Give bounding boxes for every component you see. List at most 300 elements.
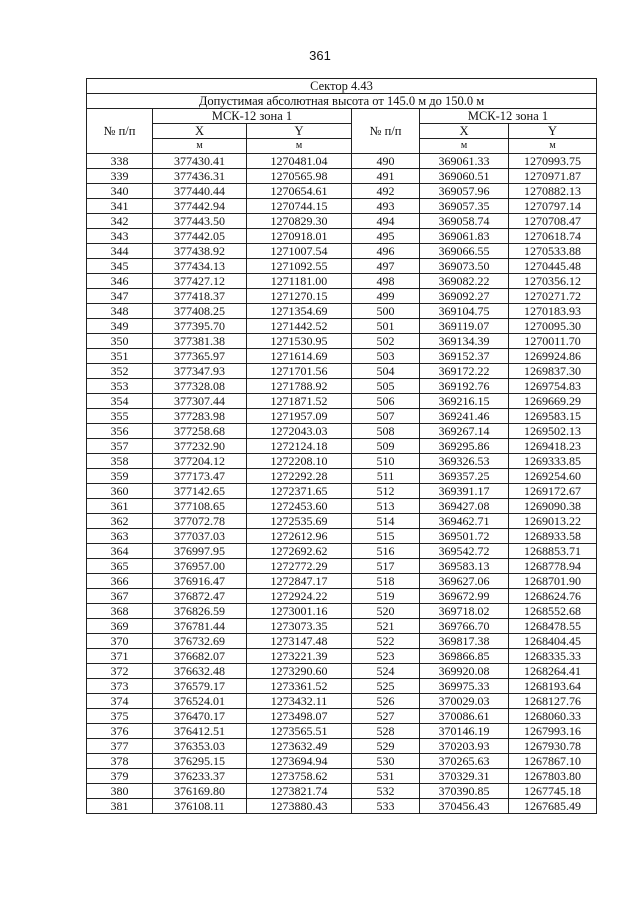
cell-num-right: 492 xyxy=(352,184,420,199)
table-row xyxy=(87,739,597,754)
cell-num-right: 524 xyxy=(352,664,420,679)
cell-x-left: 376579.17 xyxy=(153,679,247,694)
cell-y-left: 1273001.16 xyxy=(247,604,352,619)
y-header-right: Y xyxy=(509,124,597,139)
cell-x-left: 376826.59 xyxy=(153,604,247,619)
cell-y-right: 1270533.88 xyxy=(509,244,597,259)
cell-num-left: 340 xyxy=(87,184,153,199)
cell-num-left: 342 xyxy=(87,214,153,229)
cell-num-left: 361 xyxy=(87,499,153,514)
cell-y-right: 1267685.49 xyxy=(509,799,597,814)
cell-y-left: 1271270.15 xyxy=(247,289,352,304)
cell-x-right: 369462.71 xyxy=(420,514,509,529)
cell-num-right: 519 xyxy=(352,589,420,604)
table-row xyxy=(87,559,597,574)
cell-y-left: 1273073.35 xyxy=(247,619,352,634)
table-row xyxy=(87,784,597,799)
cell-y-right: 1267930.78 xyxy=(509,739,597,754)
cell-y-left: 1273565.51 xyxy=(247,724,352,739)
cell-num-left: 365 xyxy=(87,559,153,574)
cell-y-right: 1270708.47 xyxy=(509,214,597,229)
cell-x-left: 376169.80 xyxy=(153,784,247,799)
table-row xyxy=(87,664,597,679)
cell-x-right: 369718.02 xyxy=(420,604,509,619)
table-row xyxy=(87,199,597,214)
cell-x-right: 369066.55 xyxy=(420,244,509,259)
cell-num-left: 381 xyxy=(87,799,153,814)
cell-num-left: 368 xyxy=(87,604,153,619)
cell-y-left: 1273290.60 xyxy=(247,664,352,679)
cell-y-left: 1273694.94 xyxy=(247,754,352,769)
cell-x-left: 377427.12 xyxy=(153,274,247,289)
cell-x-left: 377440.44 xyxy=(153,184,247,199)
cell-x-left: 377307.44 xyxy=(153,394,247,409)
table-row xyxy=(87,769,597,784)
num-header-left: № п/п xyxy=(87,109,153,154)
cell-y-left: 1273361.52 xyxy=(247,679,352,694)
cell-num-left: 357 xyxy=(87,439,153,454)
cell-y-right: 1270618.74 xyxy=(509,229,597,244)
cell-y-left: 1271181.00 xyxy=(247,274,352,289)
cell-num-left: 353 xyxy=(87,379,153,394)
table-row xyxy=(87,619,597,634)
cell-x-right: 370029.03 xyxy=(420,694,509,709)
cell-y-right: 1268335.33 xyxy=(509,649,597,664)
cell-y-right: 1268853.71 xyxy=(509,544,597,559)
cell-x-left: 376872.47 xyxy=(153,589,247,604)
cell-num-right: 523 xyxy=(352,649,420,664)
cell-y-left: 1272772.29 xyxy=(247,559,352,574)
cell-x-left: 377408.25 xyxy=(153,304,247,319)
cell-num-left: 346 xyxy=(87,274,153,289)
cell-y-right: 1270356.12 xyxy=(509,274,597,289)
cell-num-right: 522 xyxy=(352,634,420,649)
page-number: 361 xyxy=(309,48,331,63)
table-row xyxy=(87,544,597,559)
table-row xyxy=(87,439,597,454)
cell-x-right: 370265.63 xyxy=(420,754,509,769)
cell-x-right: 369057.96 xyxy=(420,184,509,199)
cell-num-right: 497 xyxy=(352,259,420,274)
x-header-left: X xyxy=(153,124,247,139)
cell-num-right: 514 xyxy=(352,514,420,529)
table-row xyxy=(87,394,597,409)
cell-num-left: 370 xyxy=(87,634,153,649)
cell-x-left: 376524.01 xyxy=(153,694,247,709)
cell-num-right: 520 xyxy=(352,604,420,619)
cell-num-left: 374 xyxy=(87,694,153,709)
cell-num-right: 515 xyxy=(352,529,420,544)
cell-num-left: 354 xyxy=(87,394,153,409)
cell-x-left: 377328.08 xyxy=(153,379,247,394)
cell-num-right: 513 xyxy=(352,499,420,514)
cell-x-right: 369104.75 xyxy=(420,304,509,319)
cell-num-right: 504 xyxy=(352,364,420,379)
cell-num-right: 517 xyxy=(352,559,420,574)
cell-y-right: 1269418.23 xyxy=(509,439,597,454)
cell-num-right: 499 xyxy=(352,289,420,304)
cell-num-left: 345 xyxy=(87,259,153,274)
cell-y-left: 1270744.15 xyxy=(247,199,352,214)
cell-x-left: 377395.70 xyxy=(153,319,247,334)
cell-x-right: 369427.08 xyxy=(420,499,509,514)
cell-num-right: 531 xyxy=(352,769,420,784)
cell-y-right: 1269090.38 xyxy=(509,499,597,514)
cell-y-left: 1271701.56 xyxy=(247,364,352,379)
cell-x-right: 370146.19 xyxy=(420,724,509,739)
cell-num-right: 527 xyxy=(352,709,420,724)
table-row xyxy=(87,379,597,394)
cell-x-right: 369060.51 xyxy=(420,169,509,184)
table-row xyxy=(87,259,597,274)
cell-num-left: 363 xyxy=(87,529,153,544)
cell-y-left: 1273821.74 xyxy=(247,784,352,799)
table-row xyxy=(87,499,597,514)
cell-x-left: 377430.41 xyxy=(153,154,247,169)
cell-num-left: 350 xyxy=(87,334,153,349)
cell-num-left: 344 xyxy=(87,244,153,259)
cell-num-right: 495 xyxy=(352,229,420,244)
cell-num-left: 359 xyxy=(87,469,153,484)
cell-num-left: 338 xyxy=(87,154,153,169)
cell-x-right: 369672.99 xyxy=(420,589,509,604)
cell-y-right: 1267803.80 xyxy=(509,769,597,784)
cell-num-right: 493 xyxy=(352,199,420,214)
y-unit-left: м xyxy=(247,139,352,154)
cell-num-right: 496 xyxy=(352,244,420,259)
table-row xyxy=(87,184,597,199)
cell-y-right: 1268478.55 xyxy=(509,619,597,634)
cell-x-left: 377232.90 xyxy=(153,439,247,454)
cell-y-left: 1272292.28 xyxy=(247,469,352,484)
cell-y-left: 1272535.69 xyxy=(247,514,352,529)
cell-y-left: 1271007.54 xyxy=(247,244,352,259)
table-row xyxy=(87,484,597,499)
cell-y-right: 1268933.58 xyxy=(509,529,597,544)
cell-num-right: 533 xyxy=(352,799,420,814)
cell-y-right: 1268127.76 xyxy=(509,694,597,709)
cell-y-left: 1271442.52 xyxy=(247,319,352,334)
cell-num-left: 373 xyxy=(87,679,153,694)
cell-num-left: 341 xyxy=(87,199,153,214)
cell-y-left: 1271788.92 xyxy=(247,379,352,394)
cell-y-left: 1272924.22 xyxy=(247,589,352,604)
cell-x-right: 369092.27 xyxy=(420,289,509,304)
cell-y-right: 1268264.41 xyxy=(509,664,597,679)
cell-x-left: 377442.94 xyxy=(153,199,247,214)
cell-x-right: 369391.17 xyxy=(420,484,509,499)
cell-y-right: 1270011.70 xyxy=(509,334,597,349)
cell-y-right: 1269254.60 xyxy=(509,469,597,484)
sector-title: Сектор 4.43 xyxy=(87,79,597,94)
table-row xyxy=(87,289,597,304)
cell-y-right: 1270971.87 xyxy=(509,169,597,184)
cell-x-right: 369627.06 xyxy=(420,574,509,589)
cell-y-left: 1270481.04 xyxy=(247,154,352,169)
cell-num-right: 506 xyxy=(352,394,420,409)
cell-x-left: 377283.98 xyxy=(153,409,247,424)
cell-num-right: 508 xyxy=(352,424,420,439)
cell-x-right: 369295.86 xyxy=(420,439,509,454)
cell-y-left: 1273632.49 xyxy=(247,739,352,754)
cell-x-right: 369061.33 xyxy=(420,154,509,169)
zone-header-left: МСК-12 зона 1 xyxy=(153,109,352,124)
cell-x-left: 377381.38 xyxy=(153,334,247,349)
cell-num-left: 343 xyxy=(87,229,153,244)
y-header-left: Y xyxy=(247,124,352,139)
cell-x-left: 377418.37 xyxy=(153,289,247,304)
cell-y-left: 1273880.43 xyxy=(247,799,352,814)
cell-num-right: 518 xyxy=(352,574,420,589)
cell-num-left: 348 xyxy=(87,304,153,319)
cell-y-left: 1271092.55 xyxy=(247,259,352,274)
cell-y-right: 1267867.10 xyxy=(509,754,597,769)
cell-num-right: 532 xyxy=(352,784,420,799)
cell-y-left: 1272612.96 xyxy=(247,529,352,544)
cell-y-left: 1271614.69 xyxy=(247,349,352,364)
cell-x-left: 376233.37 xyxy=(153,769,247,784)
cell-y-right: 1269924.86 xyxy=(509,349,597,364)
table-row xyxy=(87,424,597,439)
table-row xyxy=(87,304,597,319)
cell-y-left: 1272043.03 xyxy=(247,424,352,439)
cell-y-left: 1273221.39 xyxy=(247,649,352,664)
zone-header-right: МСК-12 зона 1 xyxy=(420,109,597,124)
cell-y-left: 1273498.07 xyxy=(247,709,352,724)
cell-num-left: 366 xyxy=(87,574,153,589)
cell-x-left: 376632.48 xyxy=(153,664,247,679)
cell-y-left: 1271354.69 xyxy=(247,304,352,319)
num-header-right: № п/п xyxy=(352,109,420,154)
cell-num-right: 498 xyxy=(352,274,420,289)
cell-y-right: 1268060.33 xyxy=(509,709,597,724)
cell-x-left: 377438.92 xyxy=(153,244,247,259)
cell-y-right: 1269669.29 xyxy=(509,394,597,409)
cell-num-left: 378 xyxy=(87,754,153,769)
cell-y-left: 1272208.10 xyxy=(247,454,352,469)
table-row xyxy=(87,754,597,769)
cell-y-right: 1270993.75 xyxy=(509,154,597,169)
table-row xyxy=(87,649,597,664)
cell-y-right: 1269837.30 xyxy=(509,364,597,379)
table-row xyxy=(87,604,597,619)
cell-y-left: 1273432.11 xyxy=(247,694,352,709)
table-row xyxy=(87,214,597,229)
cell-num-right: 509 xyxy=(352,439,420,454)
cell-num-right: 491 xyxy=(352,169,420,184)
cell-num-right: 521 xyxy=(352,619,420,634)
cell-x-right: 369866.85 xyxy=(420,649,509,664)
table-row xyxy=(87,229,597,244)
coordinates-table xyxy=(86,78,597,814)
cell-x-left: 376997.95 xyxy=(153,544,247,559)
cell-num-right: 530 xyxy=(352,754,420,769)
cell-x-left: 377258.68 xyxy=(153,424,247,439)
cell-y-left: 1273147.48 xyxy=(247,634,352,649)
cell-y-right: 1269583.15 xyxy=(509,409,597,424)
cell-y-left: 1271957.09 xyxy=(247,409,352,424)
cell-x-right: 369357.25 xyxy=(420,469,509,484)
cell-x-right: 369216.15 xyxy=(420,394,509,409)
cell-x-left: 376108.11 xyxy=(153,799,247,814)
cell-num-right: 490 xyxy=(352,154,420,169)
cell-x-right: 369766.70 xyxy=(420,619,509,634)
cell-x-left: 377347.93 xyxy=(153,364,247,379)
cell-y-right: 1270271.72 xyxy=(509,289,597,304)
cell-x-right: 369542.72 xyxy=(420,544,509,559)
cell-y-right: 1267993.16 xyxy=(509,724,597,739)
cell-y-right: 1267745.18 xyxy=(509,784,597,799)
table-row xyxy=(87,574,597,589)
table-row xyxy=(87,634,597,649)
cell-num-left: 369 xyxy=(87,619,153,634)
cell-num-right: 512 xyxy=(352,484,420,499)
cell-num-left: 360 xyxy=(87,484,153,499)
cell-num-left: 351 xyxy=(87,349,153,364)
cell-x-right: 369057.35 xyxy=(420,199,509,214)
cell-y-right: 1268404.45 xyxy=(509,634,597,649)
cell-y-right: 1270095.30 xyxy=(509,319,597,334)
cell-num-right: 516 xyxy=(352,544,420,559)
cell-y-right: 1269013.22 xyxy=(509,514,597,529)
cell-x-left: 377442.05 xyxy=(153,229,247,244)
cell-x-left: 376412.51 xyxy=(153,724,247,739)
table-row xyxy=(87,274,597,289)
cell-x-right: 369817.38 xyxy=(420,634,509,649)
table-row xyxy=(87,154,597,169)
table-row xyxy=(87,169,597,184)
cell-num-right: 528 xyxy=(352,724,420,739)
table-row xyxy=(87,529,597,544)
cell-num-right: 529 xyxy=(352,739,420,754)
cell-num-left: 364 xyxy=(87,544,153,559)
table-row xyxy=(87,799,597,814)
x-unit-right: м xyxy=(420,139,509,154)
cell-num-right: 500 xyxy=(352,304,420,319)
cell-y-left: 1272124.18 xyxy=(247,439,352,454)
cell-x-right: 369082.22 xyxy=(420,274,509,289)
table-row xyxy=(87,334,597,349)
cell-y-right: 1270797.14 xyxy=(509,199,597,214)
cell-x-left: 376682.07 xyxy=(153,649,247,664)
table-row xyxy=(87,319,597,334)
cell-x-left: 376353.03 xyxy=(153,739,247,754)
cell-y-left: 1270654.61 xyxy=(247,184,352,199)
cell-x-right: 369061.83 xyxy=(420,229,509,244)
cell-y-right: 1268624.76 xyxy=(509,589,597,604)
table-row xyxy=(87,724,597,739)
cell-num-right: 502 xyxy=(352,334,420,349)
cell-y-right: 1270183.93 xyxy=(509,304,597,319)
cell-y-right: 1268701.90 xyxy=(509,574,597,589)
cell-y-left: 1271871.52 xyxy=(247,394,352,409)
cell-y-left: 1273758.62 xyxy=(247,769,352,784)
cell-num-left: 355 xyxy=(87,409,153,424)
cell-y-left: 1270565.98 xyxy=(247,169,352,184)
cell-y-left: 1270918.01 xyxy=(247,229,352,244)
cell-num-right: 525 xyxy=(352,679,420,694)
cell-x-left: 377443.50 xyxy=(153,214,247,229)
cell-num-left: 362 xyxy=(87,514,153,529)
cell-x-right: 369152.37 xyxy=(420,349,509,364)
cell-num-left: 380 xyxy=(87,784,153,799)
cell-x-right: 369172.22 xyxy=(420,364,509,379)
table-row xyxy=(87,244,597,259)
cell-y-left: 1271530.95 xyxy=(247,334,352,349)
cell-x-right: 369267.14 xyxy=(420,424,509,439)
cell-x-left: 377204.12 xyxy=(153,454,247,469)
cell-x-right: 369058.74 xyxy=(420,214,509,229)
cell-num-left: 379 xyxy=(87,769,153,784)
cell-x-left: 376295.15 xyxy=(153,754,247,769)
cell-num-right: 511 xyxy=(352,469,420,484)
cell-x-right: 369119.07 xyxy=(420,319,509,334)
table-row xyxy=(87,709,597,724)
table-row xyxy=(87,349,597,364)
cell-y-right: 1269333.85 xyxy=(509,454,597,469)
table-row xyxy=(87,589,597,604)
table-body xyxy=(87,154,597,814)
table-row xyxy=(87,679,597,694)
cell-x-left: 377037.03 xyxy=(153,529,247,544)
cell-x-left: 377072.78 xyxy=(153,514,247,529)
x-header-right: X xyxy=(420,124,509,139)
cell-num-left: 349 xyxy=(87,319,153,334)
cell-num-right: 526 xyxy=(352,694,420,709)
cell-y-right: 1269502.13 xyxy=(509,424,597,439)
height-range: Допустимая абсолютная высота от 145.0 м до 150.0 м xyxy=(87,94,597,109)
cell-num-left: 339 xyxy=(87,169,153,184)
cell-y-left: 1270829.30 xyxy=(247,214,352,229)
cell-num-right: 494 xyxy=(352,214,420,229)
cell-num-right: 501 xyxy=(352,319,420,334)
cell-x-right: 369073.50 xyxy=(420,259,509,274)
cell-num-left: 352 xyxy=(87,364,153,379)
cell-x-left: 377173.47 xyxy=(153,469,247,484)
cell-num-right: 503 xyxy=(352,349,420,364)
cell-y-right: 1268778.94 xyxy=(509,559,597,574)
cell-x-right: 370203.93 xyxy=(420,739,509,754)
cell-y-left: 1272371.65 xyxy=(247,484,352,499)
cell-x-right: 369241.46 xyxy=(420,409,509,424)
cell-x-right: 370329.31 xyxy=(420,769,509,784)
cell-x-right: 369326.53 xyxy=(420,454,509,469)
cell-x-right: 369501.72 xyxy=(420,529,509,544)
cell-y-right: 1270445.48 xyxy=(509,259,597,274)
cell-num-right: 505 xyxy=(352,379,420,394)
cell-x-left: 376470.17 xyxy=(153,709,247,724)
cell-x-left: 376732.69 xyxy=(153,634,247,649)
cell-x-right: 370456.43 xyxy=(420,799,509,814)
y-unit-right: м xyxy=(509,139,597,154)
cell-x-right: 370390.85 xyxy=(420,784,509,799)
cell-x-right: 370086.61 xyxy=(420,709,509,724)
cell-x-left: 376916.47 xyxy=(153,574,247,589)
cell-num-left: 356 xyxy=(87,424,153,439)
table-row xyxy=(87,454,597,469)
cell-x-left: 377365.97 xyxy=(153,349,247,364)
table-row xyxy=(87,409,597,424)
cell-num-left: 377 xyxy=(87,739,153,754)
cell-x-left: 376781.44 xyxy=(153,619,247,634)
table-row xyxy=(87,469,597,484)
cell-num-left: 371 xyxy=(87,649,153,664)
cell-x-right: 369583.13 xyxy=(420,559,509,574)
x-unit-left: м xyxy=(153,139,247,154)
table-row xyxy=(87,514,597,529)
cell-x-right: 369920.08 xyxy=(420,664,509,679)
cell-y-left: 1272692.62 xyxy=(247,544,352,559)
